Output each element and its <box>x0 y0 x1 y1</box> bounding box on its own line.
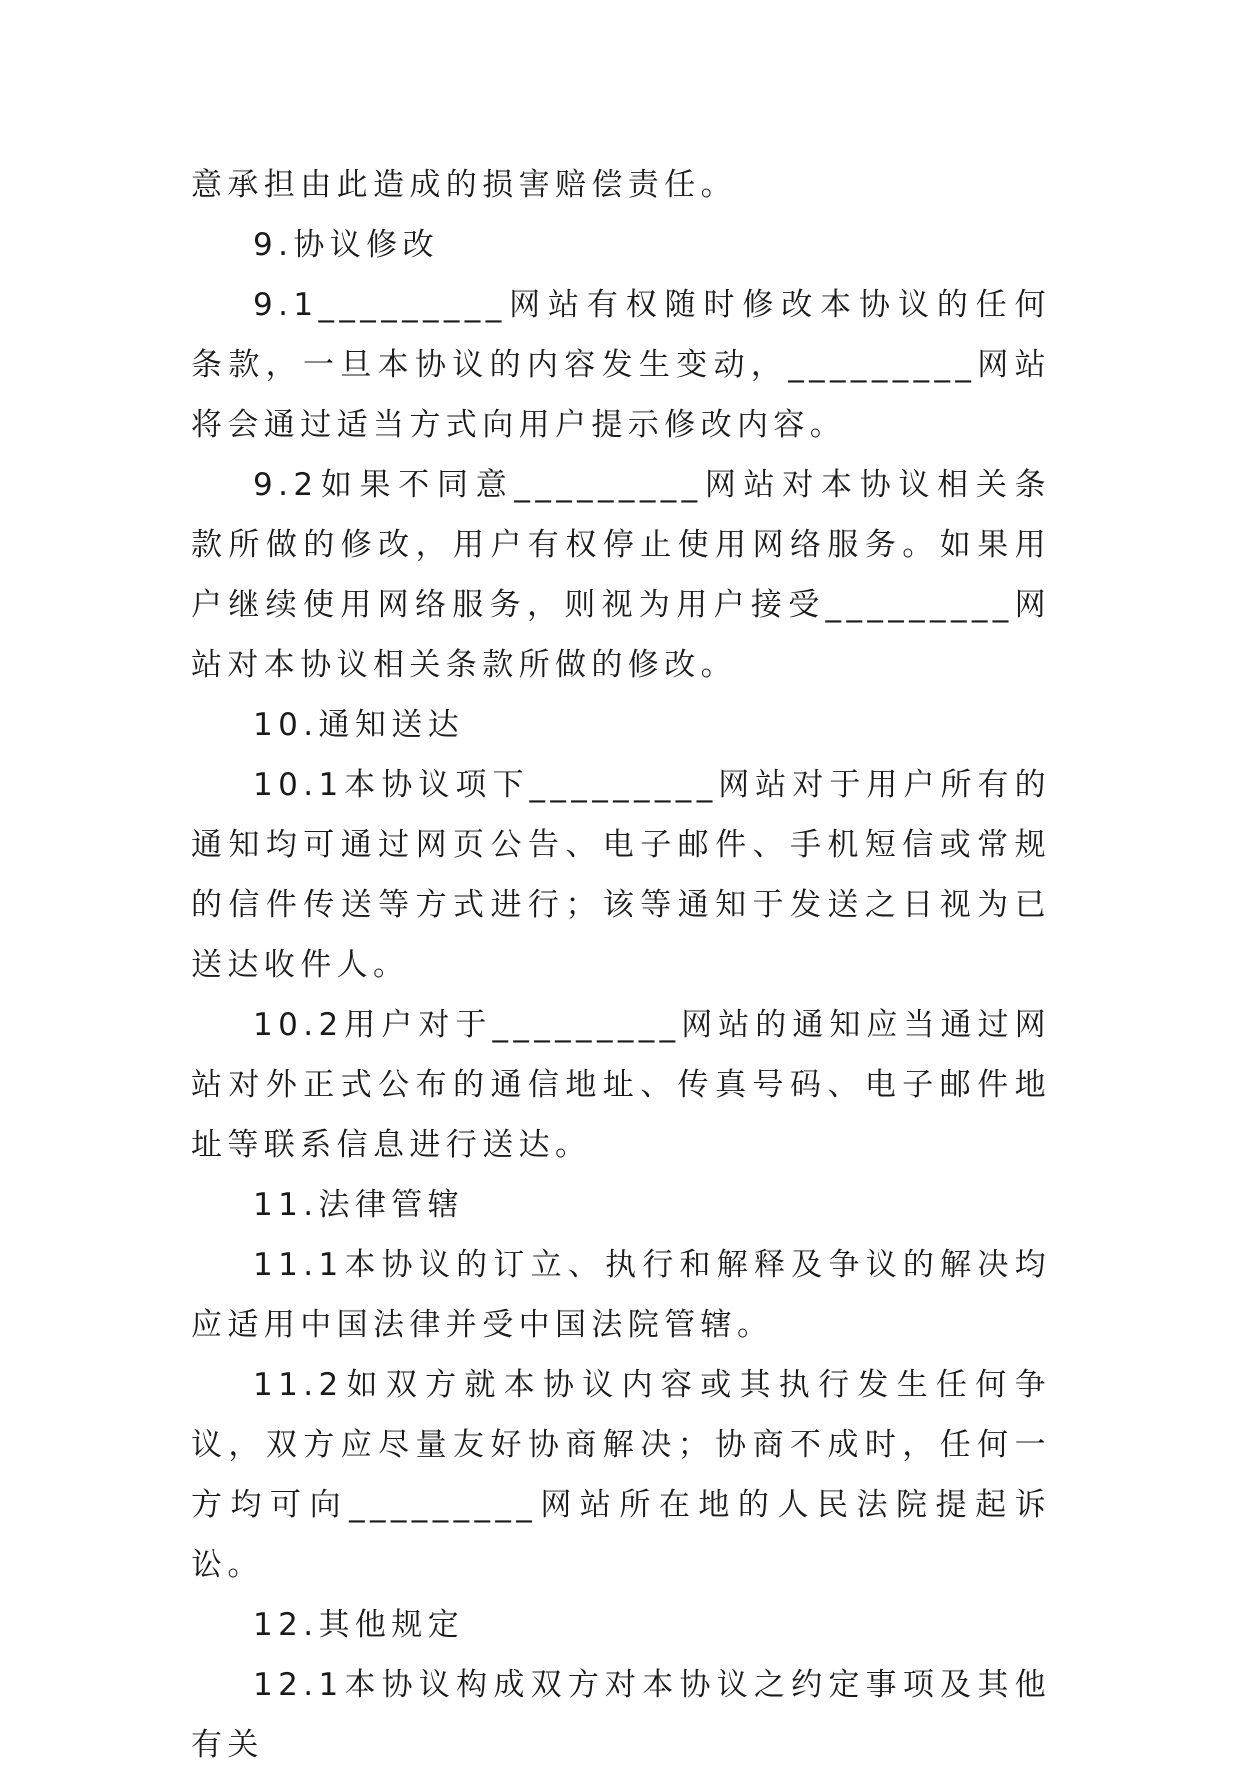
clause-12-1: 12.1本协议构成双方对本协议之约定事项及其他有关 <box>191 1667 1051 1763</box>
clause-11-1: 11.1本协议的订立、执行和解释及争议的解决均应适用中国法律并受中国法院管辖。 <box>191 1247 1051 1343</box>
paragraph-continuation: 意承担由此造成的损害赔偿责任。 <box>191 167 737 203</box>
section-heading-11: 11.法律管辖 <box>253 1187 465 1223</box>
clause-11-2: 11.2如双方就本协议内容或其执行发生任何争议，双方应尽量友好协商解决；协商不成时，任何一方均可向_________网站所在地的人民法院提起诉讼。 <box>191 1367 1051 1583</box>
section-heading-12: 12.其他规定 <box>253 1607 465 1643</box>
clause-9-2: 9.2如果不同意_________网站对本协议相关条款所做的修改，用户有权停止使用网络服务。如果用户继续使用网络服务，则视为用户接受_________网站对本协议相关条款所做的修改。 <box>191 467 1051 683</box>
section-heading-9: 9.协议修改 <box>253 227 439 263</box>
clause-10-1: 10.1本协议项下_________网站对于用户所有的通知均可通过网页公告、电子邮件、手机短信或常规的信件传送等方式进行；该等通知于发送之日视为已送达收件人。 <box>191 767 1051 983</box>
clause-9-1: 9.1_________网站有权随时修改本协议的任何条款，一旦本协议的内容发生变动，_________网站将会通过适当方式向用户提示修改内容。 <box>191 287 1051 443</box>
section-heading-10: 10.通知送达 <box>253 707 465 743</box>
clause-10-2: 10.2用户对于_________网站的通知应当通过网站对外正式公布的通信地址、传真号码、电子邮件地址等联系信息进行送达。 <box>191 1007 1051 1163</box>
document-body <box>191 155 1051 1775</box>
